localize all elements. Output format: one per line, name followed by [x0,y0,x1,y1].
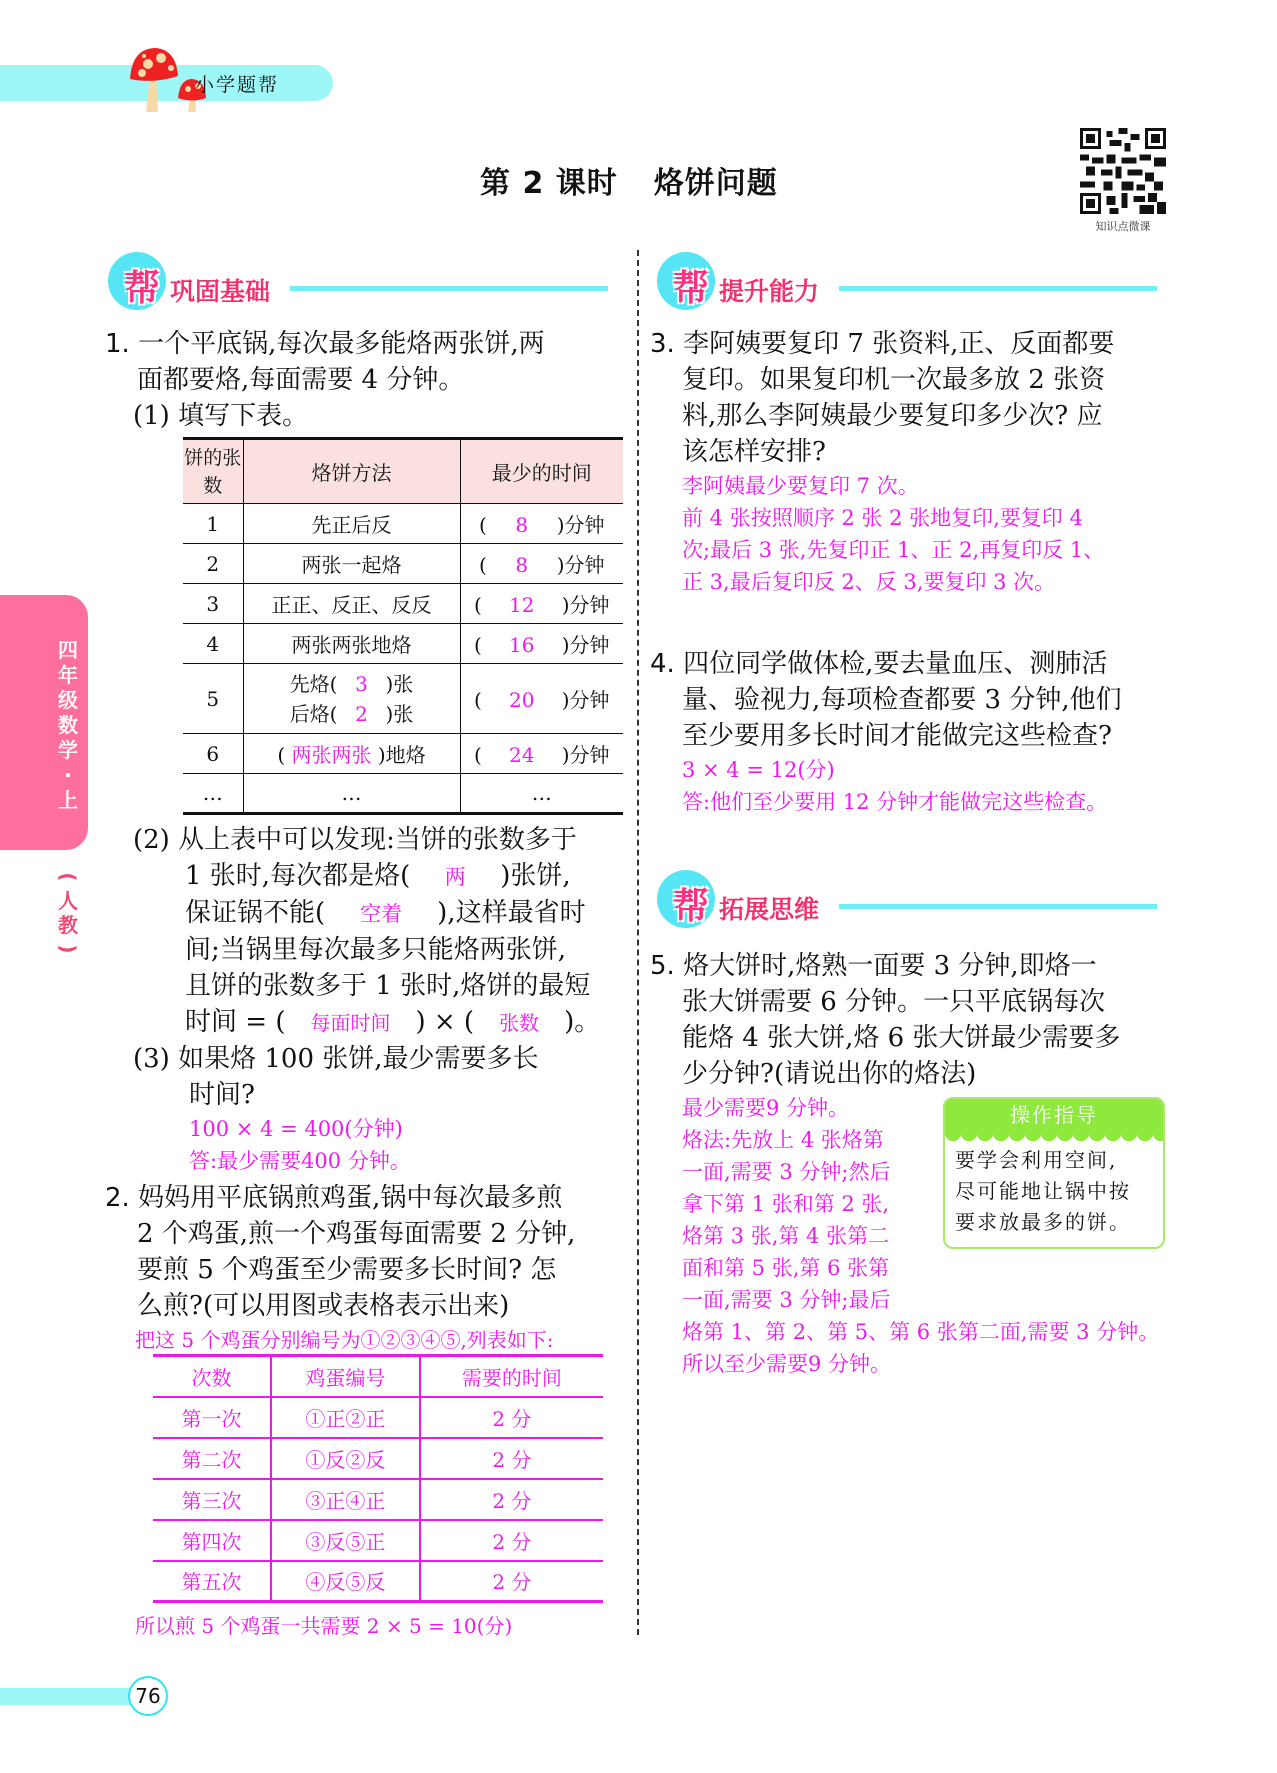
cell: ①正②正 [271,1397,420,1438]
cell: 第三次 [153,1479,271,1520]
answer-text: 烙第 1、第 2、第 5、第 6 张第二面,需要 3 分钟。 [682,1320,1160,1344]
cell: 2 分 [420,1561,603,1602]
section-header-improve [657,252,1167,312]
table-row [153,1479,603,1520]
table-row [183,774,623,814]
section-rule [290,286,608,291]
edition-char: 人 [58,889,78,913]
grade-label [55,638,81,813]
table-row [183,504,623,544]
cell-method: 正正、反正、反反 [243,584,460,624]
cell-method: 两张一起烙 [243,544,460,584]
answer-text: 100 × 4 = 400(分钟) [189,1117,403,1141]
question-text: 面都要烙,每面需要 4 分钟。 [137,365,465,395]
question-text: 烙大饼时,烙熟一面要 3 分钟,即烙一 [683,951,1097,981]
table-row [183,664,623,734]
table-header-row [153,1356,603,1397]
answer-text: 所以至少需要9 分钟。 [682,1352,892,1376]
question-text: 且饼的张数多于 1 张时,烙饼的最短 [185,971,591,1001]
answer-blank: 20 [509,688,535,712]
section-header-extend [657,870,1167,930]
answer-blank: 16 [509,633,535,657]
answer-text: 最少需要9 分钟。 [682,1096,850,1120]
question-text: 李阿姨要复印 7 张资料,正、反面都要 [683,329,1115,359]
cell-time: ( 24 )分钟 [460,734,623,774]
answer-text: 烙第 3 张,第 4 张第二 [682,1224,890,1248]
cell-method: … [243,774,460,814]
question-number: 3. [650,329,675,359]
cell-time: ( 16 )分钟 [460,624,623,664]
table-row [183,544,623,584]
answer-text: 答:他们至少要用 12 分钟才能做完这些检查。 [682,790,1108,814]
question-text: 料,那么李阿姨最少要复印多少次? 应 [682,401,1103,431]
cell: 第一次 [153,1397,271,1438]
header-egg-id: 鸡蛋编号 [271,1356,420,1397]
question-text: 要煎 5 个鸡蛋至少需要多长时间? 怎 [137,1255,557,1285]
header-count: 饼的张数 [183,439,243,504]
section-title: 巩固基础 [170,277,271,306]
cell: 2 分 [420,1520,603,1561]
qr-label: 知识点微课 [1095,220,1151,233]
question-text: 复印。如果复印机一次最多放 2 张资 [682,365,1106,395]
cell-count: 5 [183,664,243,734]
sub-question-1: (1) 填写下表。 [133,401,309,431]
answer-blank: 张数 [499,1011,540,1035]
grade-char: · [64,763,72,787]
answer-text: 李阿姨最少要复印 7 次。 [682,474,919,498]
answer-blank: 两张两张 [291,743,372,767]
answer-block [682,1092,944,1316]
question-text: 2 个鸡蛋,煎一个鸡蛋每面需要 2 分钟, [137,1219,576,1249]
answer-text: 前 4 张按照顺序 2 张 2 张地复印,要复印 4 [682,506,1083,530]
tip-text: 要求放最多的饼。 [955,1210,1131,1234]
header-method: 烙饼方法 [243,439,460,504]
tip-text: 要学会利用空间, [955,1148,1118,1172]
lesson-title: 烙饼问题 [653,166,778,201]
edition-char: 教 [58,913,78,937]
question-number: 5. [650,951,675,981]
answer-text: 面和第 5 张,第 6 张第 [682,1256,890,1280]
question-text: 四位同学做体检,要去量血压、测肺活 [683,649,1108,679]
footer-bar [0,1688,135,1705]
answer-blank: 空着 [360,902,403,926]
header-time: 最少的时间 [460,439,623,504]
tip-title: 操作指导 [945,1099,1163,1133]
answer-text: 拿下第 1 张和第 2 张, [682,1192,890,1216]
cell-method: ( 两张两张 )地烙 [243,734,460,774]
lesson-number: 第 2 课时 [480,166,618,201]
question-text: 妈妈用平底锅煎鸡蛋,锅中每次最多煎 [138,1183,563,1213]
cell-count: 6 [183,734,243,774]
question-text: 少分钟?(请说出你的烙法) [682,1059,977,1089]
cell: 2 分 [420,1397,603,1438]
question-number: 1. [105,329,130,359]
page-number: 76 [128,1676,168,1716]
answer-blank: 3 [355,671,368,696]
section-rule [839,904,1157,909]
brand-name: 小学题帮 [195,74,280,96]
question-text: 一个平底锅,每次最多能烙两张饼,两 [138,329,545,359]
answer-blank: 8 [515,553,529,577]
egg-table [153,1354,603,1603]
sub-question-3: (3) 如果烙 100 张饼,最少需要多长 [133,1044,539,1074]
cell: ③反⑤正 [271,1520,420,1561]
question-text: 至少要用多长时间才能做完这些检查? [682,721,1112,751]
grade-char: 年 [58,663,78,687]
answer-blank: 每面时间 [310,1011,391,1035]
answer-text: 次;最后 3 张,先复印正 1、正 2,再复印反 1、 [682,538,1105,562]
grade-char: 上 [58,788,78,812]
answer-text: 烙法:先放上 4 张烙第 [682,1128,884,1152]
answer-text: 一面,需要 3 分钟;然后 [682,1160,891,1184]
answer-block [682,1316,1182,1380]
question-text: 张大饼需要 6 分钟。一只平底锅每次 [682,987,1106,1017]
section-title: 拓展思维 [719,895,820,924]
edition-char: ( [56,872,80,882]
question-4 [650,646,1175,818]
cell-time: ( 20 )分钟 [460,664,623,734]
question-text: 量、验视力,每项检查都要 3 分钟,他们 [682,685,1122,715]
answer-blank: 24 [509,743,535,767]
question-1 [105,326,635,434]
cell-time: ( 12 )分钟 [460,584,623,624]
grade-char: 数 [58,713,78,737]
table-row [153,1438,603,1479]
header-time: 需要的时间 [420,1356,603,1397]
table-row [183,584,623,624]
answer-blank: 2 [355,701,368,726]
answer-text: 正 3,最后复印反 2、反 3,要复印 3 次。 [682,570,1056,594]
cell: 第五次 [153,1561,271,1602]
section-badge-text: 帮 [673,268,710,309]
answer-blank: 8 [515,513,529,537]
table-row [153,1561,603,1602]
answer-text: 答:最少需要400 分钟。 [189,1149,411,1173]
answer-text: 所以煎 5 个鸡蛋一共需要 2 × 5 = 10(分) [135,1614,513,1638]
section-title: 提升能力 [719,277,820,306]
table-header-row [183,439,623,504]
grade-char: 级 [58,688,78,712]
question-text: 该怎样安排? [682,437,826,467]
question-text: 能烙 4 张大饼,烙 6 张大饼最少需要多 [682,1023,1121,1053]
grade-char: 四 [58,638,78,662]
section-rule [839,286,1157,291]
section-header-basic [108,252,618,312]
pancake-table [183,437,623,815]
cell-time: ( 8 )分钟 [460,544,623,584]
question-5 [650,948,1175,1092]
question-text: 时间? [189,1080,255,1110]
section-badge-text: 帮 [673,886,710,927]
cell-count: 4 [183,624,243,664]
table-row [183,624,623,664]
cell: 第二次 [153,1438,271,1479]
table-row [183,734,623,774]
question-number: 4. [650,649,675,679]
tip-text: 尽可能地让锅中按 [955,1179,1131,1203]
cell: ③正④正 [271,1479,420,1520]
cell-count: 1 [183,504,243,544]
cell-method: 先烙( 3 )张 后烙( 2 )张 [243,664,460,734]
table-row [153,1397,603,1438]
question-2 [105,1180,635,1356]
cell-time: … [460,774,623,814]
answer-text: 一面,需要 3 分钟;最后 [682,1288,891,1312]
header-round: 次数 [153,1356,271,1397]
cell-method: 两张两张地烙 [243,624,460,664]
question-text: 么煎?(可以用图或表格表示出来) [137,1291,510,1321]
cell-time: ( 8 )分钟 [460,504,623,544]
answer-blank: 12 [509,593,535,617]
qr-code-icon[interactable] [1080,128,1166,214]
answer-text: 3 × 4 = 12(分) [682,758,835,782]
tip-box [943,1097,1165,1249]
edition-label [55,865,81,961]
question-text: (2) 从上表中可以发现:当饼的张数多于 [133,825,577,855]
table-row [153,1520,603,1561]
cell-count: 3 [183,584,243,624]
grade-char: 学 [58,738,78,762]
tip-body [945,1141,1163,1238]
question-text: 间;当锅里每次最多只能烙两张饼, [185,935,567,965]
edition-char: ) [56,944,80,954]
question-number: 2. [105,1183,130,1213]
sub-question-2: (2) 从上表中可以发现:当饼的张数多于 1 张时,每次都是烙( 两 )张饼, 保证锅不能( 空着 ),这样最省时 间;当锅里每次最多只能烙两张饼, 且饼的张数多于 1 张时,烙饼的最短 时间 = ( 每面时间 ) × ( 张数 )。 (3) 如果烙 100 张饼,最少需要多长 时间? 100 × 4 = 400(分钟) 答:最少需要400 分钟。 [133,822,633,1177]
column-divider [637,250,639,1635]
answer-text: 把这 5 个鸡蛋分别编号为①②③④⑤,列表如下: [135,1328,554,1352]
section-badge-text: 帮 [124,268,161,309]
answer-blank: 两 [444,865,466,889]
cell: 2 分 [420,1438,603,1479]
page-title [480,158,778,202]
cell: ①反②反 [271,1438,420,1479]
cell: ④反⑤反 [271,1561,420,1602]
cell-count: … [183,774,243,814]
question-3 [650,326,1175,598]
cell: 2 分 [420,1479,603,1520]
cell-method: 先正后反 [243,504,460,544]
cell: 第四次 [153,1520,271,1561]
cell-count: 2 [183,544,243,584]
wave-decoration [945,1133,1163,1141]
